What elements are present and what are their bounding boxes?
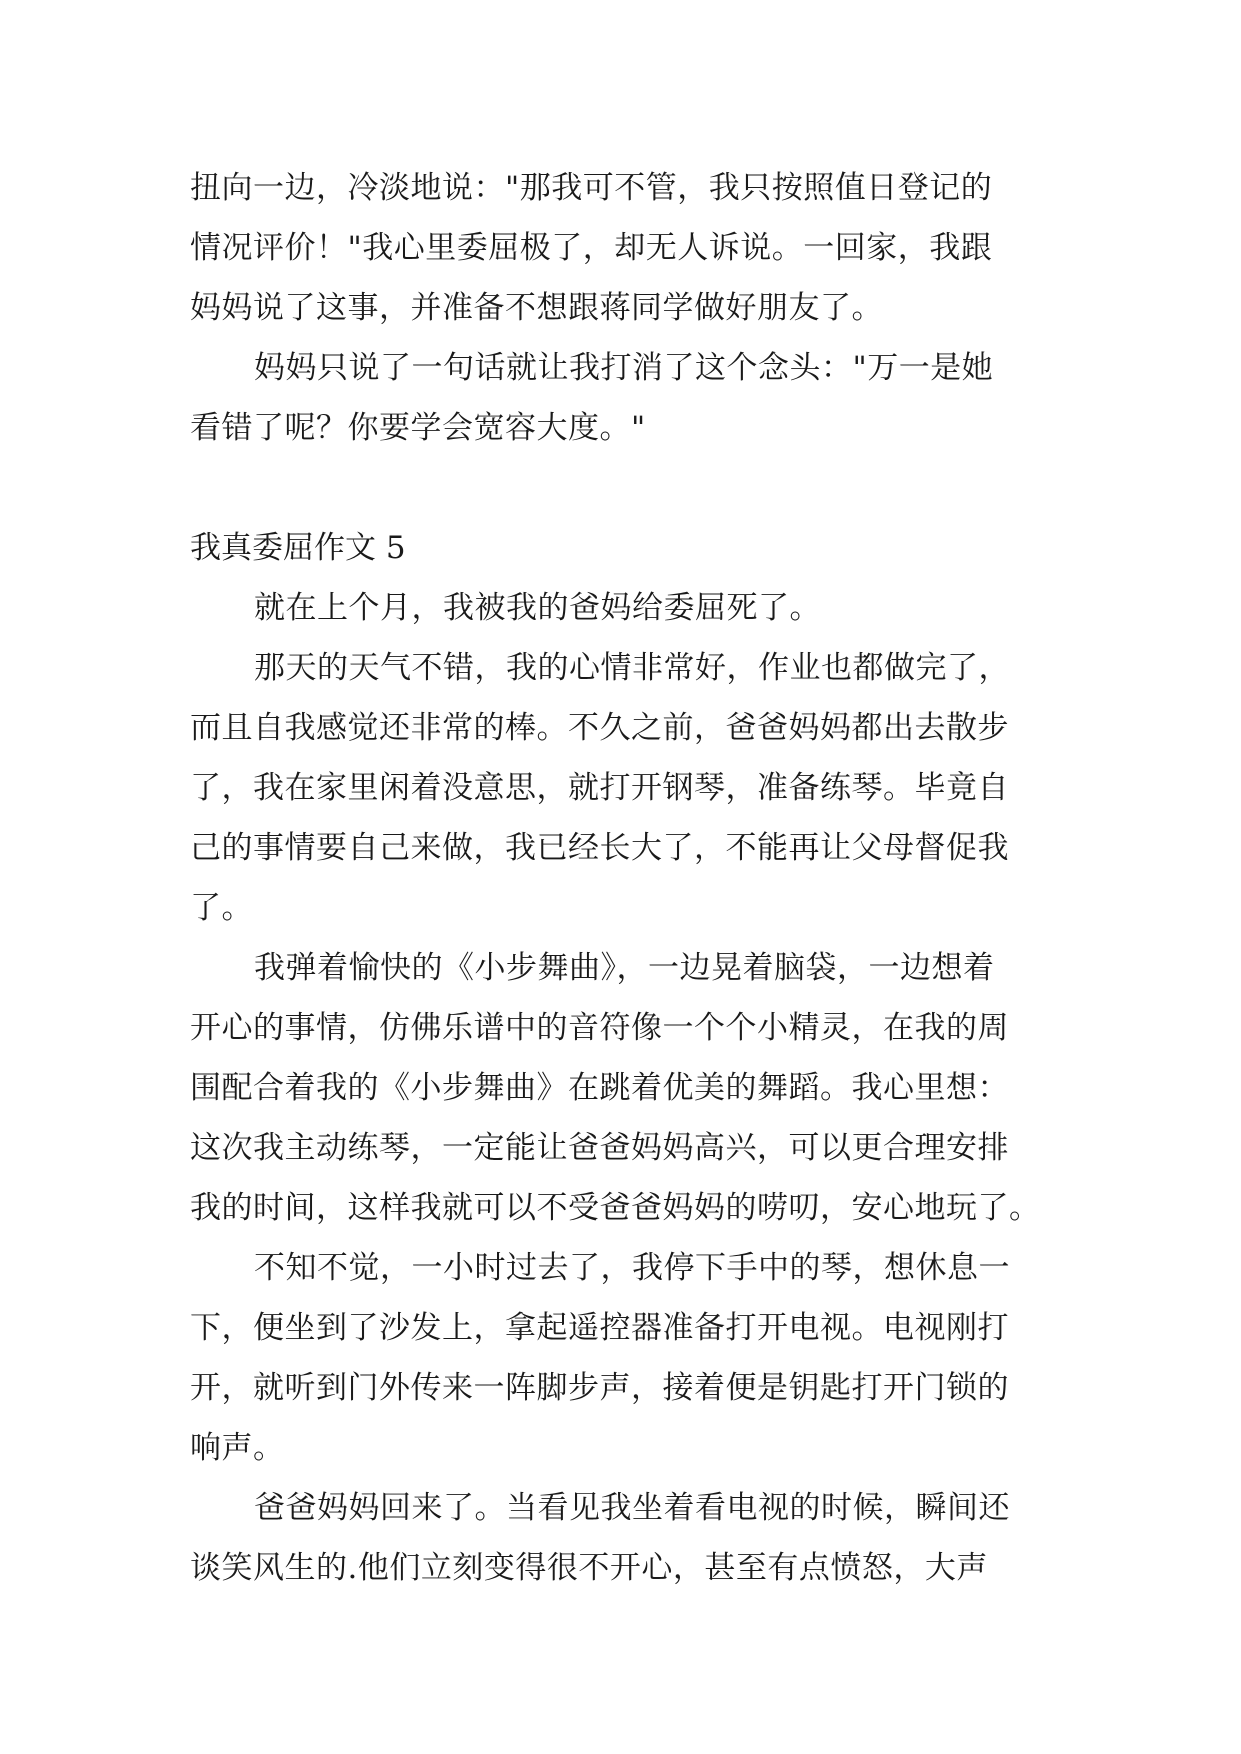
paragraph	[190, 338, 1052, 458]
section-title: 我真委屈作文 5	[190, 530, 406, 566]
text-line: 下，便坐到了沙发上，拿起遥控器准备打开电视。电视刚打	[190, 1310, 1009, 1346]
text-line: 就在上个月，我被我的爸妈给委屈死了。	[254, 590, 821, 626]
text-line: 看错了呢？你要学会宽容大度。"	[190, 410, 646, 446]
text-line: 己的事情要自己来做，我已经长大了，不能再让父母督促我	[190, 830, 1009, 866]
paragraph	[190, 1238, 1052, 1478]
text-line: 开，就听到门外传来一阵脚步声，接着便是钥匙打开门锁的	[190, 1370, 1009, 1406]
text-line: 谈笑风生的.他们立刻变得很不开心，甚至有点愤怒，大声	[190, 1550, 988, 1586]
text-line: 了，我在家里闲着没意思，就打开钢琴，准备练琴。毕竟自	[190, 770, 1009, 806]
paragraph-gap	[190, 458, 1052, 518]
paragraph	[190, 638, 1052, 938]
text-line: 那天的天气不错，我的心情非常好，作业也都做完了，	[254, 650, 1010, 686]
text-line: 妈妈说了这事，并准备不想跟蒋同学做好朋友了。	[190, 290, 883, 326]
document-page	[190, 158, 1052, 1598]
text-line: 开心的事情，仿佛乐谱中的音符像一个个小精灵，在我的周	[190, 1010, 1009, 1046]
text-line: 爸爸妈妈回来了。当看见我坐着看电视的时候，瞬间还	[254, 1490, 1010, 1526]
paragraph	[190, 1478, 1052, 1598]
text-line: 我弹着愉快的《小步舞曲》，一边晃着脑袋，一边想着	[254, 950, 995, 986]
paragraph	[190, 578, 1052, 638]
text-line: 妈妈只说了一句话就让我打消了这个念头："万一是她	[254, 350, 994, 386]
text-line: 情况评价！"我心里委屈极了，却无人诉说。一回家，我跟	[190, 230, 993, 266]
text-line: 响声。	[190, 1430, 285, 1466]
paragraph	[190, 938, 1052, 1238]
text-line: 不知不觉，一小时过去了，我停下手中的琴，想休息一	[254, 1250, 1010, 1286]
text-line: 围配合着我的《小步舞曲》在跳着优美的舞蹈。我心里想：	[190, 1070, 1009, 1106]
text-line: 了。	[190, 890, 253, 926]
text-line: 我的时间，这样我就可以不受爸爸妈妈的唠叨，安心地玩了。	[190, 1190, 1041, 1226]
text-line: 这次我主动练琴，一定能让爸爸妈妈高兴，可以更合理安排	[190, 1130, 1009, 1166]
paragraph	[190, 158, 1052, 338]
text-line: 扭向一边，冷淡地说："那我可不管，我只按照值日登记的	[190, 170, 993, 206]
text-line: 而且自我感觉还非常的棒。不久之前，爸爸妈妈都出去散步	[190, 710, 1009, 746]
